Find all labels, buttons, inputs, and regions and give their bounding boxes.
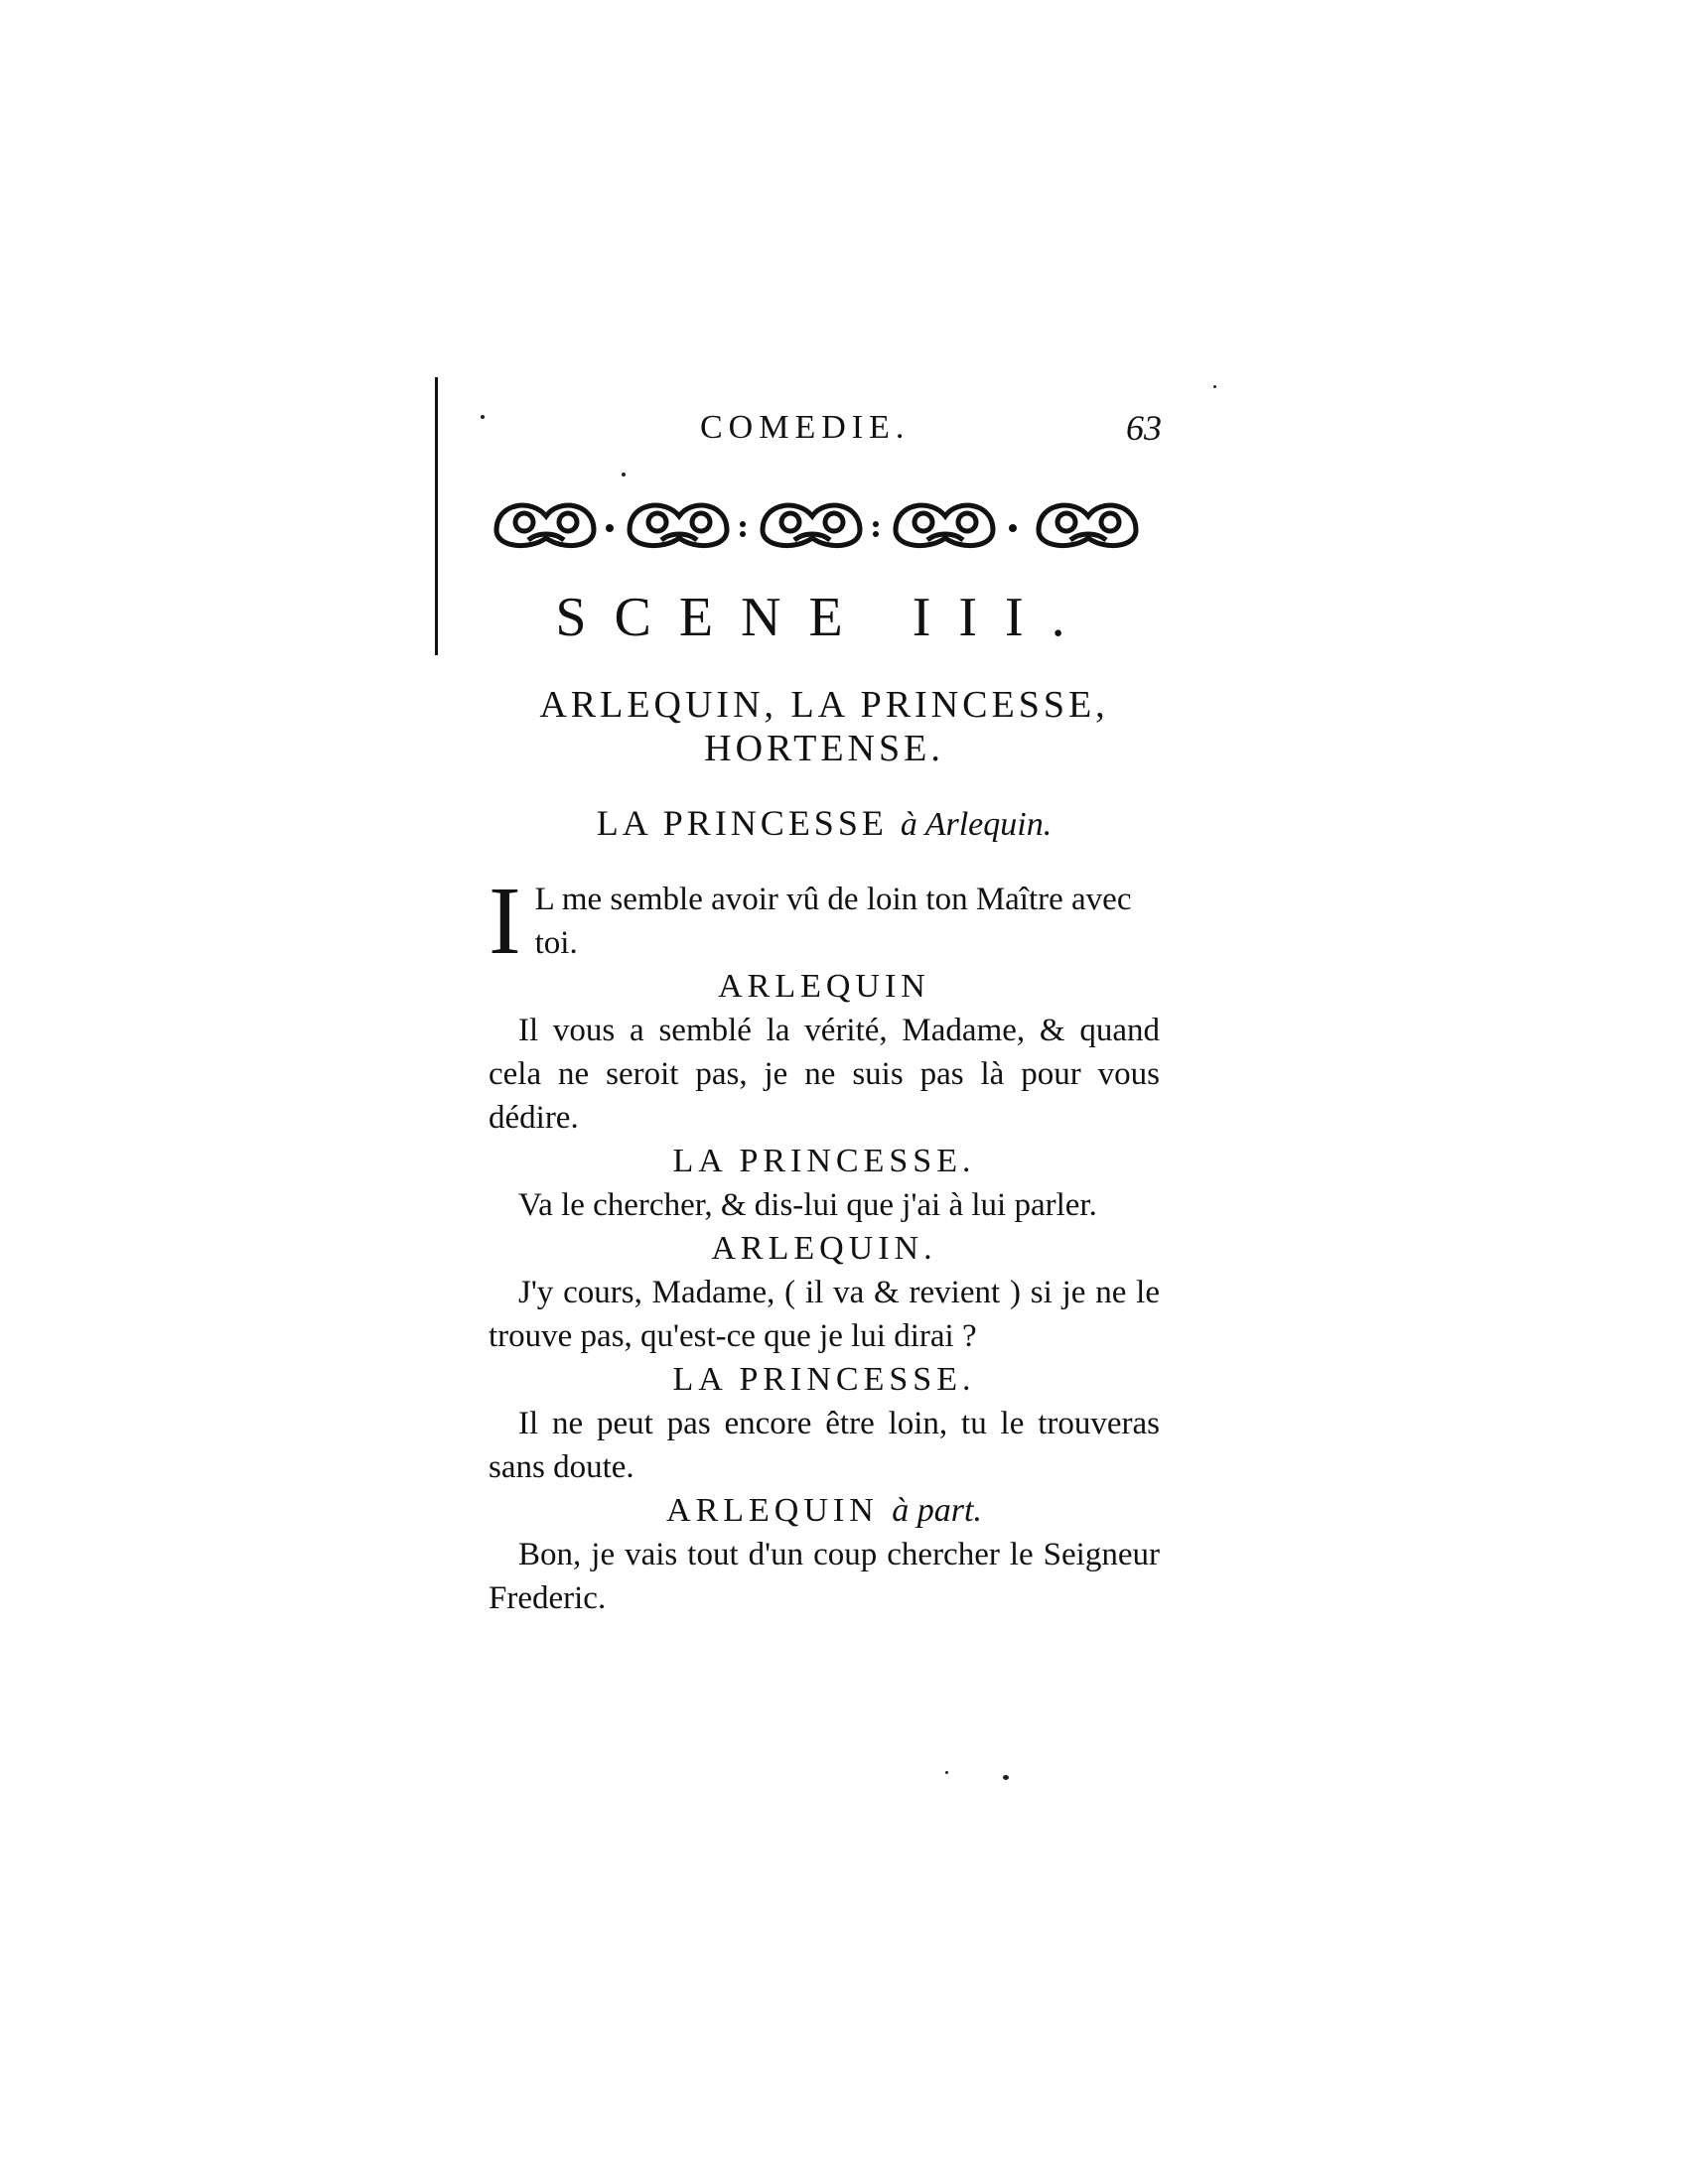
dialogue-body (489, 868, 1160, 1620)
speaker-name (489, 965, 1160, 1009)
opening-speech (489, 868, 1160, 975)
speech-text: Va le chercher, & dis-lui que j'ai à lui parler. (518, 1187, 1097, 1223)
ornament-unit (763, 505, 860, 545)
speaker-label: ARLEQUIN (666, 1492, 879, 1529)
speaker-name (489, 1227, 1160, 1271)
print-speck (945, 1771, 948, 1774)
scroll-ornament-band-icon (489, 484, 1164, 556)
speech-text: Bon, je vais tout d'un coup chercher le Seigneur Frederic. (489, 1537, 1160, 1616)
speaker-label: LA PRINCESSE. (672, 1361, 976, 1398)
speaker-label: LA PRINCESSE. (672, 1143, 976, 1179)
cast-line: ARLEQUIN, LA PRINCESSE, (539, 684, 1109, 726)
print-speck (481, 415, 485, 419)
ornament-unit (896, 505, 993, 545)
print-speck (1003, 1775, 1009, 1780)
speech-text: L me semble avoir vû de loin ton Maître avec toi. (534, 882, 1132, 961)
print-speck (1213, 385, 1216, 388)
speech-text: Il vous a semblé la vérité, Madame, & quand cela ne seroit pas, je ne suis pas là pour vous dédire. (489, 1013, 1160, 1136)
speech-text: J'y cours, Madame, ( il va & revient ) si je ne le trouve pas, qu'est-ce que je lui dirai ? (489, 1275, 1160, 1354)
speech-text: Il ne peut pas encore être loin, tu le trouveras sans doute. (489, 1406, 1160, 1485)
page-number: 63 (1126, 408, 1162, 448)
ornament-unit (496, 505, 594, 545)
running-title: COMEDIE. (700, 409, 911, 446)
print-speck (622, 473, 626, 477)
speaker-label: ARLEQUIN (718, 968, 930, 1005)
stage-direction: à part. (892, 1492, 982, 1529)
speaker-name: LA PRINCESSE (596, 803, 888, 843)
ornament-unit (630, 505, 727, 545)
speaker-name (489, 1489, 1160, 1533)
gutter-rule (435, 377, 438, 655)
stage-direction: à Arlequin. (900, 806, 1053, 843)
ornament-svg (489, 484, 1164, 556)
drop-cap: I (489, 868, 521, 975)
cast-list (487, 683, 1162, 770)
scene-heading: SCENE III. (555, 587, 1093, 648)
speaker-name (489, 1358, 1160, 1402)
cast-line: HORTENSE. (704, 728, 944, 769)
first-speaker-heading (487, 802, 1162, 844)
speaker-name (489, 1140, 1160, 1183)
speaker-label: ARLEQUIN. (711, 1230, 937, 1267)
running-header (487, 409, 1162, 459)
ornament-unit (1039, 505, 1136, 545)
